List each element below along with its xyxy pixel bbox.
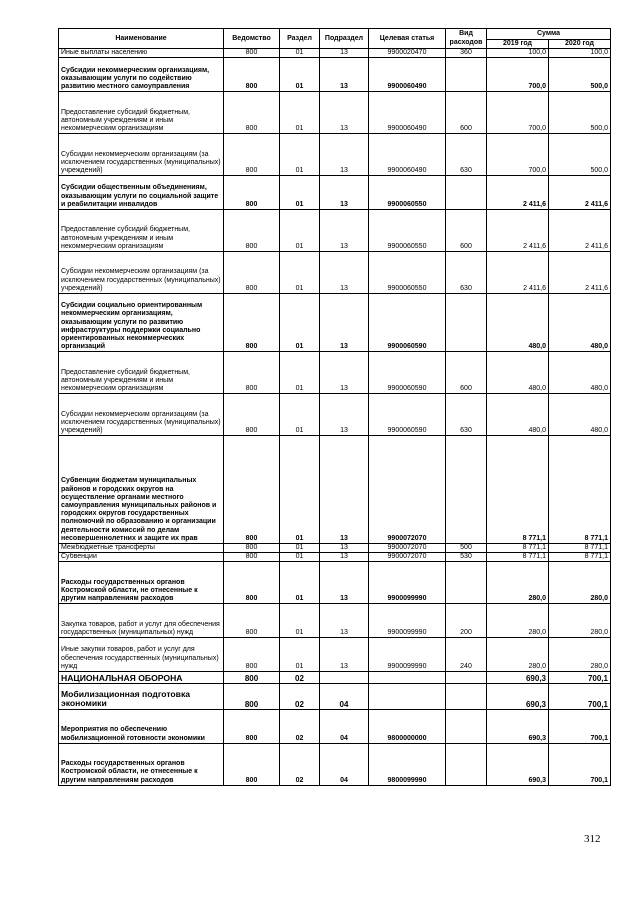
row-section: 01 [280, 394, 320, 436]
col-header-2020: 2020 год [549, 40, 611, 49]
col-header-section: Раздел [280, 29, 320, 49]
row-sum-2020: 700,1 [549, 671, 611, 683]
row-expense-type [446, 743, 487, 785]
col-header-dept: Ведомство [224, 29, 280, 49]
table-row [59, 92, 611, 134]
row-article: 9800099990 [369, 743, 446, 785]
row-name: Иные выплаты населению [59, 49, 224, 58]
table-row [59, 604, 611, 638]
row-section: 02 [280, 710, 320, 744]
row-sum-2019: 8 771,1 [487, 553, 549, 562]
row-expense-type [446, 58, 487, 92]
row-article: 9900099990 [369, 604, 446, 638]
row-sum-2020: 280,0 [549, 604, 611, 638]
row-subsection: 13 [320, 638, 369, 672]
row-article: 9900060590 [369, 294, 446, 352]
row-sum-2019: 690,3 [487, 684, 549, 710]
budget-table [58, 28, 611, 786]
row-section: 01 [280, 176, 320, 210]
row-sum-2020: 280,0 [549, 562, 611, 604]
row-article: 9900099990 [369, 638, 446, 672]
row-subsection: 13 [320, 134, 369, 176]
row-subsection: 13 [320, 176, 369, 210]
table-row [59, 553, 611, 562]
table-body [59, 49, 611, 786]
row-section: 01 [280, 49, 320, 58]
row-dept: 800 [224, 671, 280, 683]
row-article: 9900060490 [369, 134, 446, 176]
table-row [59, 294, 611, 352]
row-section: 01 [280, 252, 320, 294]
row-name: Расходы государственных органов Костромской области, не отнесенные к другим направлениям расходов [59, 743, 224, 785]
row-expense-type: 600 [446, 352, 487, 394]
table-row [59, 562, 611, 604]
row-name: Мобилизационная подготовка экономики [59, 684, 224, 710]
row-subsection: 13 [320, 604, 369, 638]
row-article: 9900060590 [369, 394, 446, 436]
row-sum-2020: 280,0 [549, 638, 611, 672]
row-name: Предоставление субсидий бюджетным, автономным учреждениям и иным некоммерческим организациям [59, 92, 224, 134]
row-sum-2019: 100,0 [487, 49, 549, 58]
table-row [59, 210, 611, 252]
row-name: Субсидии некоммерческим организациям, оказывающим услуги по содействию развитию местного самоуправления [59, 58, 224, 92]
row-subsection: 13 [320, 436, 369, 544]
row-subsection: 13 [320, 352, 369, 394]
row-sum-2020: 700,1 [549, 710, 611, 744]
table-row [59, 352, 611, 394]
row-name: Субсидии некоммерческим организациям (за исключением государственных (муниципальных) учреждений) [59, 134, 224, 176]
row-sum-2019: 8 771,1 [487, 436, 549, 544]
row-sum-2019: 700,0 [487, 58, 549, 92]
col-header-expense-type: Вид расходов [446, 29, 487, 49]
row-sum-2019: 2 411,6 [487, 210, 549, 252]
row-expense-type [446, 684, 487, 710]
row-dept: 800 [224, 604, 280, 638]
row-section: 01 [280, 638, 320, 672]
row-article [369, 684, 446, 710]
row-expense-type [446, 671, 487, 683]
row-subsection: 13 [320, 58, 369, 92]
row-sum-2019: 700,0 [487, 134, 549, 176]
row-expense-type [446, 436, 487, 544]
col-header-sum: Сумма [487, 29, 611, 40]
row-name: Иные закупки товаров, работ и услуг для обеспечения государственных (муниципальных) нужд [59, 638, 224, 672]
row-sum-2019: 2 411,6 [487, 176, 549, 210]
row-sum-2020: 8 771,1 [549, 436, 611, 544]
row-expense-type [446, 562, 487, 604]
row-article: 9900099990 [369, 562, 446, 604]
page-number: 312 [584, 833, 601, 845]
row-expense-type: 630 [446, 394, 487, 436]
row-sum-2020: 500,0 [549, 134, 611, 176]
row-sum-2020: 480,0 [549, 394, 611, 436]
row-sum-2019: 280,0 [487, 604, 549, 638]
table-row [59, 684, 611, 710]
row-sum-2020: 700,1 [549, 684, 611, 710]
row-sum-2020: 480,0 [549, 294, 611, 352]
row-subsection: 13 [320, 543, 369, 552]
row-sum-2020: 100,0 [549, 49, 611, 58]
row-sum-2020: 8 771,1 [549, 553, 611, 562]
row-expense-type: 360 [446, 49, 487, 58]
row-section: 01 [280, 553, 320, 562]
row-subsection: 13 [320, 562, 369, 604]
row-article: 9900060550 [369, 176, 446, 210]
row-name: Субвенции бюджетам муниципальных районов и городских округов на осуществление органами местного самоуправления муниципальных районов и городских округов государственных полномочий по образованию и организации деятельности комиссий по делам несовершеннолетних и защите их прав [59, 436, 224, 544]
row-section: 01 [280, 210, 320, 252]
row-section: 02 [280, 743, 320, 785]
row-sum-2020: 500,0 [549, 92, 611, 134]
row-subsection: 13 [320, 49, 369, 58]
row-sum-2019: 280,0 [487, 562, 549, 604]
row-dept: 800 [224, 176, 280, 210]
row-section: 01 [280, 543, 320, 552]
row-dept: 800 [224, 210, 280, 252]
row-subsection: 04 [320, 743, 369, 785]
col-header-2019: 2019 год [487, 40, 549, 49]
row-section: 01 [280, 92, 320, 134]
row-dept: 800 [224, 436, 280, 544]
row-expense-type: 630 [446, 252, 487, 294]
row-dept: 800 [224, 134, 280, 176]
table-row [59, 176, 611, 210]
row-section: 01 [280, 604, 320, 638]
row-dept: 800 [224, 543, 280, 552]
row-subsection: 13 [320, 252, 369, 294]
row-article: 9900072070 [369, 436, 446, 544]
row-name: Субсидии социально ориентированным некоммерческим организациям, оказывающим услуги по развитию инфраструктуры поддержки социально ориентированных некоммерческих организаций [59, 294, 224, 352]
row-article [369, 671, 446, 683]
row-sum-2020: 480,0 [549, 352, 611, 394]
row-subsection: 13 [320, 92, 369, 134]
row-sum-2019: 690,3 [487, 710, 549, 744]
col-header-article: Целевая статья [369, 29, 446, 49]
table-row [59, 394, 611, 436]
row-name: Субсидии некоммерческим организациям (за исключением государственных (муниципальных) учреждений) [59, 252, 224, 294]
row-dept: 800 [224, 562, 280, 604]
row-name: Субсидии некоммерческим организациям (за исключением государственных (муниципальных) учреждений) [59, 394, 224, 436]
row-sum-2020: 2 411,6 [549, 176, 611, 210]
row-article: 9900060590 [369, 352, 446, 394]
row-sum-2020: 8 771,1 [549, 543, 611, 552]
table-row [59, 49, 611, 58]
row-expense-type [446, 294, 487, 352]
row-name: Межбюджетные трансферты [59, 543, 224, 552]
row-expense-type [446, 176, 487, 210]
row-article: 9900060490 [369, 58, 446, 92]
row-dept: 800 [224, 352, 280, 394]
row-dept: 800 [224, 92, 280, 134]
row-dept: 800 [224, 743, 280, 785]
row-section: 01 [280, 134, 320, 176]
col-header-subsection: Подраздел [320, 29, 369, 49]
row-expense-type: 630 [446, 134, 487, 176]
table-row [59, 710, 611, 744]
row-dept: 800 [224, 58, 280, 92]
row-sum-2019: 8 771,1 [487, 543, 549, 552]
row-section: 02 [280, 684, 320, 710]
row-name: Субсидии общественным объединениям, оказывающим услуги по социальной защите и реабилитации инвалидов [59, 176, 224, 210]
row-subsection: 04 [320, 684, 369, 710]
row-article: 9900060490 [369, 92, 446, 134]
row-article: 9900060550 [369, 252, 446, 294]
row-article: 9900072070 [369, 543, 446, 552]
row-expense-type: 240 [446, 638, 487, 672]
row-dept: 800 [224, 252, 280, 294]
row-dept: 800 [224, 394, 280, 436]
row-article: 9900060550 [369, 210, 446, 252]
row-name: Субвенции [59, 553, 224, 562]
row-dept: 800 [224, 49, 280, 58]
row-expense-type [446, 710, 487, 744]
row-dept: 800 [224, 294, 280, 352]
row-name: НАЦИОНАЛЬНАЯ ОБОРОНА [59, 671, 224, 683]
row-name: Закупка товаров, работ и услуг для обеспечения государственных (муниципальных) нужд [59, 604, 224, 638]
row-name: Расходы государственных органов Костромской области, не отнесенные к другим направлениям расходов [59, 562, 224, 604]
row-dept: 800 [224, 553, 280, 562]
row-expense-type: 500 [446, 543, 487, 552]
table-row [59, 252, 611, 294]
row-section: 01 [280, 294, 320, 352]
row-subsection: 04 [320, 710, 369, 744]
row-sum-2020: 700,1 [549, 743, 611, 785]
row-article: 9900020470 [369, 49, 446, 58]
table-row [59, 543, 611, 552]
row-sum-2019: 480,0 [487, 294, 549, 352]
row-name: Предоставление субсидий бюджетным, автономным учреждениям и иным некоммерческим организациям [59, 210, 224, 252]
table-row [59, 743, 611, 785]
row-section: 02 [280, 671, 320, 683]
row-name: Мероприятия по обеспечению мобилизационной готовности экономики [59, 710, 224, 744]
table-header [59, 29, 611, 49]
row-article: 9900072070 [369, 553, 446, 562]
col-header-name: Наименование [59, 29, 224, 49]
row-sum-2019: 690,3 [487, 671, 549, 683]
row-sum-2020: 2 411,6 [549, 252, 611, 294]
table-row [59, 58, 611, 92]
row-sum-2019: 700,0 [487, 92, 549, 134]
row-name: Предоставление субсидий бюджетным, автономным учреждениям и иным некоммерческим организациям [59, 352, 224, 394]
row-subsection: 13 [320, 294, 369, 352]
row-sum-2019: 2 411,6 [487, 252, 549, 294]
row-expense-type: 200 [446, 604, 487, 638]
row-subsection: 13 [320, 394, 369, 436]
row-section: 01 [280, 562, 320, 604]
row-section: 01 [280, 58, 320, 92]
row-subsection: 13 [320, 210, 369, 252]
table-row [59, 134, 611, 176]
table-row [59, 671, 611, 683]
row-section: 01 [280, 352, 320, 394]
row-section: 01 [280, 436, 320, 544]
row-sum-2019: 480,0 [487, 394, 549, 436]
row-dept: 800 [224, 684, 280, 710]
row-article: 9800000000 [369, 710, 446, 744]
row-sum-2019: 690,3 [487, 743, 549, 785]
row-sum-2019: 480,0 [487, 352, 549, 394]
row-expense-type: 600 [446, 210, 487, 252]
row-sum-2020: 2 411,6 [549, 210, 611, 252]
row-dept: 800 [224, 710, 280, 744]
row-subsection [320, 671, 369, 683]
row-expense-type: 530 [446, 553, 487, 562]
table-row [59, 436, 611, 544]
row-expense-type: 600 [446, 92, 487, 134]
row-sum-2019: 280,0 [487, 638, 549, 672]
row-dept: 800 [224, 638, 280, 672]
row-subsection: 13 [320, 553, 369, 562]
row-sum-2020: 500,0 [549, 58, 611, 92]
table-row [59, 638, 611, 672]
